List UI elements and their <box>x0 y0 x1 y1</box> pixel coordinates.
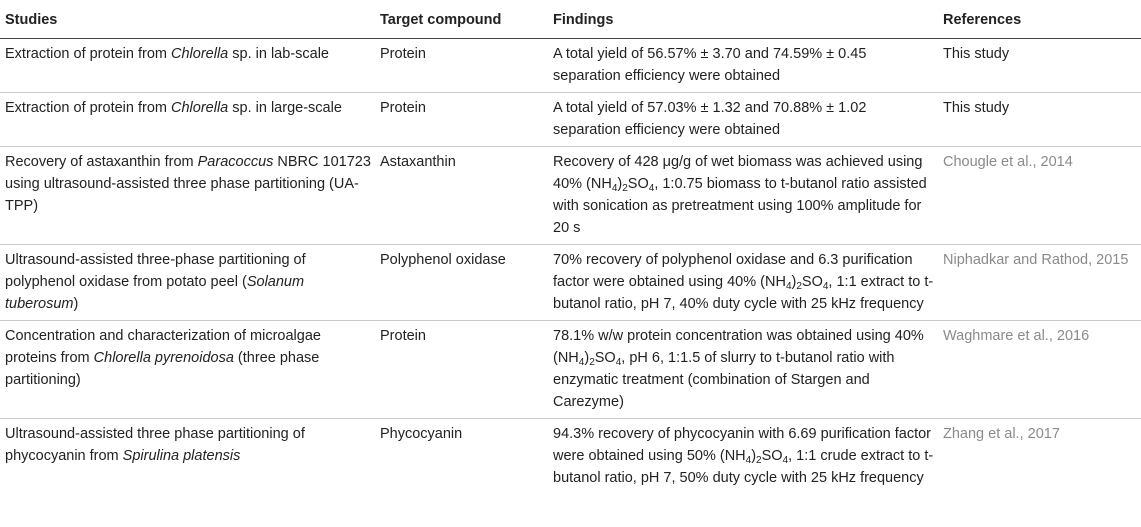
target-cell: Protein <box>380 100 426 116</box>
reference-link[interactable]: Waghmare et al., 2016 <box>943 328 1090 344</box>
table-row <box>0 39 1141 93</box>
study-cell: Recovery of astaxanthin from Paracoccus NBRC 101723 using ultrasound-assisted three phase partitioning (UA-TPP) <box>5 154 371 214</box>
reference-link[interactable]: Zhang et al., 2017 <box>943 426 1060 442</box>
table-row <box>0 93 1141 147</box>
table-row <box>0 321 1141 419</box>
header-row <box>0 0 1141 39</box>
study-cell: Extraction of protein from Chlorella sp. in large-scale <box>5 100 342 116</box>
study-cell: Extraction of protein from Chlorella sp. in lab-scale <box>5 46 329 62</box>
reference-link[interactable]: Niphadkar and Rathod, 2015 <box>943 252 1129 268</box>
reference-cell: This study <box>943 46 1010 62</box>
target-cell: Astaxanthin <box>380 154 456 170</box>
table-row <box>0 245 1141 321</box>
findings-cell: A total yield of 57.03% ± 1.32 and 70.88% ± 1.02 separation efficiency were obtained <box>553 100 867 138</box>
header-target-compound: Target compound <box>375 0 548 39</box>
header-references: References <box>938 0 1141 39</box>
table-row <box>0 419 1141 495</box>
header-studies: Studies <box>0 0 375 39</box>
table-row <box>0 147 1141 245</box>
findings-cell: 70% recovery of polyphenol oxidase and 6.3 purification factor were obtained using 40% $(NH_4)_2SO_4$, 1:1 extract to t-butanol ratio, pH 7, 40% duty cycle with 25 kHz frequency <box>553 252 934 312</box>
target-cell: Protein <box>380 328 426 344</box>
findings-cell: A total yield of 56.57% ± 3.70 and 74.59% ± 0.45 separation efficiency were obtained <box>553 46 867 84</box>
study-cell: Concentration and characterization of microalgae proteins from Chlorella pyrenoidosa (three phase partitioning) <box>5 328 321 388</box>
findings-cell: Recovery of 428 μg/g of wet biomass was achieved using 40% $(NH_4)_2SO_4$, 1:0.75 biomass to t-butanol ratio assisted with sonication as pretreatment using 100% amplitude for 20 s <box>553 154 927 236</box>
findings-cell: 94.3% recovery of phycocyanin with 6.69 purification factor were obtained using 50% $(NH_4)_2SO_4$, 1:1 crude extract to t-butanol ratio, pH 7, 50% duty cycle with 25 kHz frequency <box>553 426 934 486</box>
target-cell: Protein <box>380 46 426 62</box>
study-cell: Ultrasound-assisted three phase partitioning of phycocyanin from Spirulina platensis <box>5 426 305 464</box>
target-cell: Phycocyanin <box>380 426 463 442</box>
reference-cell: This study <box>943 100 1010 116</box>
target-cell: Polyphenol oxidase <box>380 252 506 268</box>
study-cell: Ultrasound-assisted three-phase partitioning of polyphenol oxidase from potato peel (Solanum tuberosum) <box>5 252 306 312</box>
findings-cell: 78.1% w/w protein concentration was obtained using 40% $(NH_4)_2SO_4$, pH 6, 1:1.5 of slurry to t-butanol ratio with enzymatic treatment (combination of Stargen and Carezyme) <box>553 328 924 410</box>
reference-link[interactable]: Chougle et al., 2014 <box>943 154 1073 170</box>
header-findings: Findings <box>548 0 938 39</box>
